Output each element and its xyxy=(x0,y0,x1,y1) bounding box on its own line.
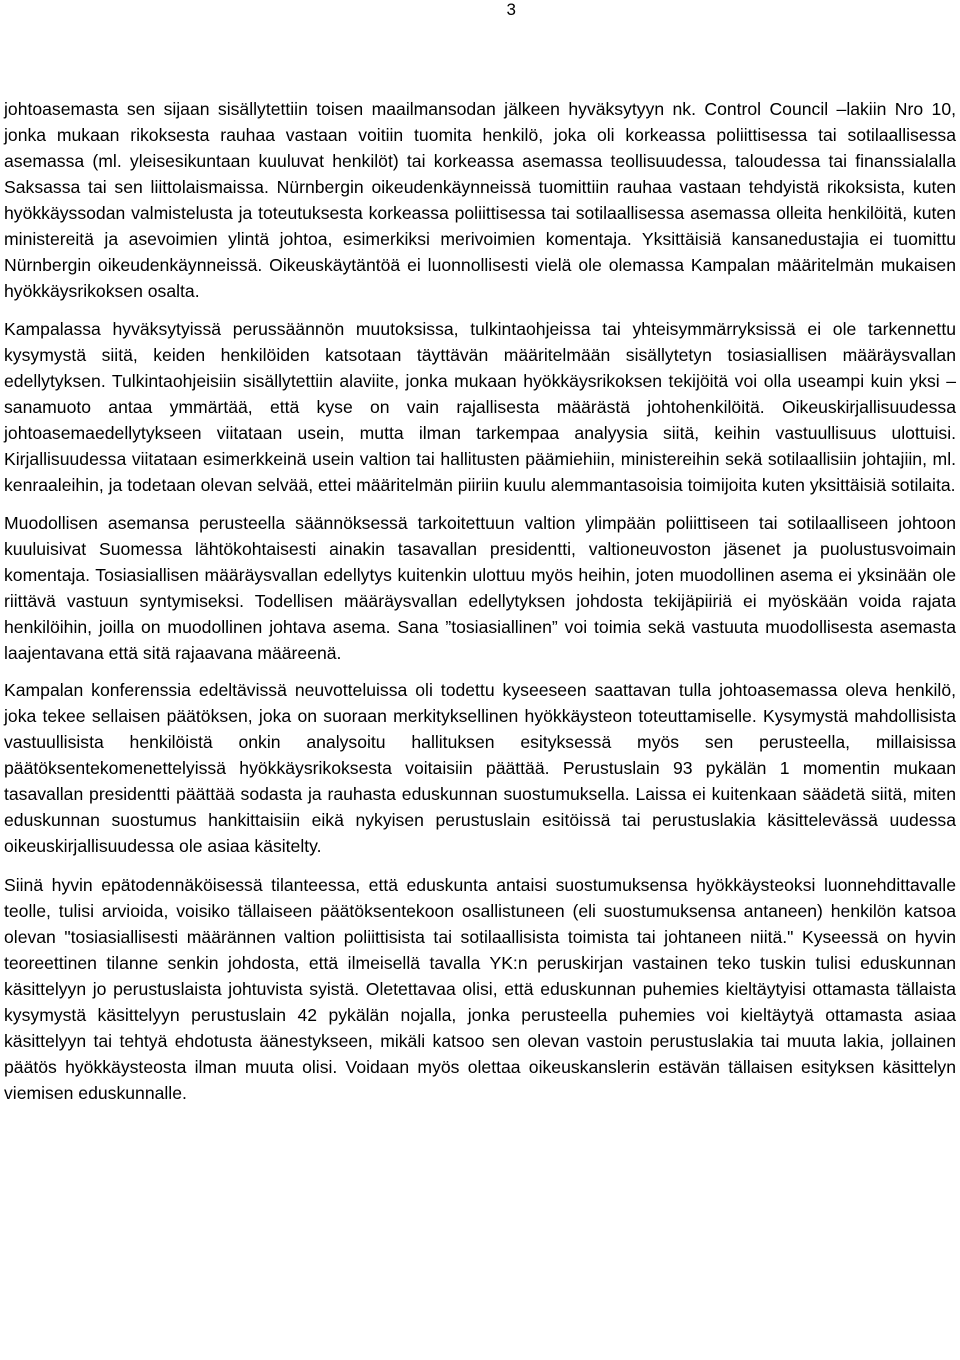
paragraph-2: Kampalassa hyväksytyissä perussäännön muutoksissa, tulkintaohjeissa tai yhteisymmärryksissä ei ole tarkennettu kysymystä siitä, keiden henkilöiden katsotaan täyttävän määritelmään sisällytetyn tosiasiallisen määräysvallan edellytyksen. Tulkintaohjeisiin sisällytettiin alaviite, jonka mukaan hyökkäysrikoksen tekijöitä voi olla useampi kuin yksi – sanamuoto antaa ymmärtää, että kyse on vain rajallisesta määrästä johtohenkilöitä. Oikeuskirjallisuudessa johtoasemaedellytykseen viitataan usein, mutta ilman tarkempaa analyysia siitä, keihin vastuullisuus ulottuisi. Kirjallisuudessa viitataan esimerkkeinä usein valtion tai hallitusten päämiehiin, ministereihin sekä sotilaallisiin johtajiin, ml. kenraaleihin, ja todetaan olevan selvää, ettei määritelmän piiriin kuulu alemmantasoisia toimijoita kuten yksittäisiä sotilaita. xyxy=(4,319,956,495)
page-number-text: 3 xyxy=(506,0,516,19)
page-number xyxy=(0,0,960,20)
paragraph-3: Muodollisen asemansa perusteella säännöksessä tarkoitettuun valtion ylimpään poliittiseen tai sotilaalliseen johtoon kuuluisivat Suomessa lähtökohtaisesti ainakin tasavallan presidentti, valtioneuvoston jäsenet ja puolustusvoimain komentaja. Tosiasiallisen määräysvallan edellytys kuitenkin ulottuu myös heihin, joten muodollinen asema ei yksinään ole riittävä vastuun syntymiseksi. Todellisen määräysvallan edellytyksen johdosta tekijäpiiriä ei myöskään voida rajata henkilöihin, joilla on muodollinen johtava asema. Sana ”tosiasiallinen” voi toimia sekä vastuuta muodollisesta asemasta laajentavana että sitä rajaavana määreenä. xyxy=(4,513,956,663)
paragraph-5: Siinä hyvin epätodennäköisessä tilanteessa, että eduskunta antaisi suostumuksensa hyökkäysteoksi luonnehdittavalle teolle, tulisi arvioida, voisiko tällaiseen päätöksentekoon osallistuneen (eli suostumuksensa antaneen) henkilön katsoa olevan "tosiasiallisesti määrännen valtion poliittisista tai sotilaallisista toimista tai johtaneen niitä." Kyseessä on hyvin teoreettinen tilanne senkin johdosta, että ilmeisellä tavalla YK:n peruskirjan vastainen teko tuskin tulisi eduskunnan käsittelyyn jo perustuslaista johtuvista syistä. Oletettavaa olisi, että eduskunnan puhemies kieltäytyisi ottamasta tällaista kysymystä käsittelyyn perustuslain 42 pykälän nojalla, jonka perusteella puhemies voi kieltäytyä ottamasta asiaa käsittelyyn tai tehtyä ehdotusta äänestykseen, mikäli katsoo sen olevan vastoin perustuslakia tai muuta lakia, jollainen päätös hyökkäysteosta ilman muuta olisi. Voidaan myös olettaa oikeuskanslerin estävän tällaisen esityksen käsittelyn viemisen eduskunnalle. xyxy=(4,875,956,1103)
paragraph-4: Kampalan konferenssia edeltävissä neuvotteluissa oli todettu kyseeseen saattavan tulla johtoasemassa oleva henkilö, joka tekee sellaisen päätöksen, joka on suoraan merkityksellinen hyökkäysteon toteuttamiselle. Kysymystä mahdollisista vastuullisista henkilöistä onkin analysoitu hallituksen esityksessä myös sen perusteella, millaisissa päätöksentekomenettelyissä hyökkäysrikoksesta voitaisiin päättää. Perustuslain 93 pykälän 1 momentin mukaan tasavallan presidentti päättää sodasta ja rauhasta eduskunnan suostumuksella. Laissa ei kuitenkaan säädetä siitä, miten eduskunnan suostumus hankittaisiin eikä nykyisen perustuslain esitöissä tai perustuslakia käsittelevässä uudessa oikeuskirjallisuudessa ole asiaa käsitelty. xyxy=(4,680,956,856)
paragraph-1: johtoasemasta sen sijaan sisällytettiin toisen maailmansodan jälkeen hyväksytyyn nk. Control Council –lakiin Nro 10, jonka mukaan rikoksesta rauhaa vastaan voitiin tuomita henkilö, joka oli korkeassa poliittisessa tai sotilaallisessa asemassa (ml. yleisesikuntaan kuuluvat henkilöt) tai korkeassa asemassa teollisuudessa, taloudessa tai finanssialalla Saksassa tai sen liittolaismaissa. Nürnbergin oikeudenkäynneissä tuomittiin rauhaa vastaan tehdyistä rikoksista, kuten hyökkäyssodan valmistelusta ja toteutuksesta korkeassa poliittisessa tai sotilaallisessa asemassa olleita henkilöitä, kuten ministereitä ja asevoimien ylintä johtoa, esimerkiksi merivoimien komentaja. Yksittäisiä kansanedustajia ei tuomittu Nürnbergin oikeudenkäynneissä. Oikeuskäytäntöä ei luonnollisesti vielä ole olemassa Kampalan määritelmän mukaisen hyökkäysrikoksen osalta. xyxy=(4,99,956,301)
document-body xyxy=(4,96,956,1118)
